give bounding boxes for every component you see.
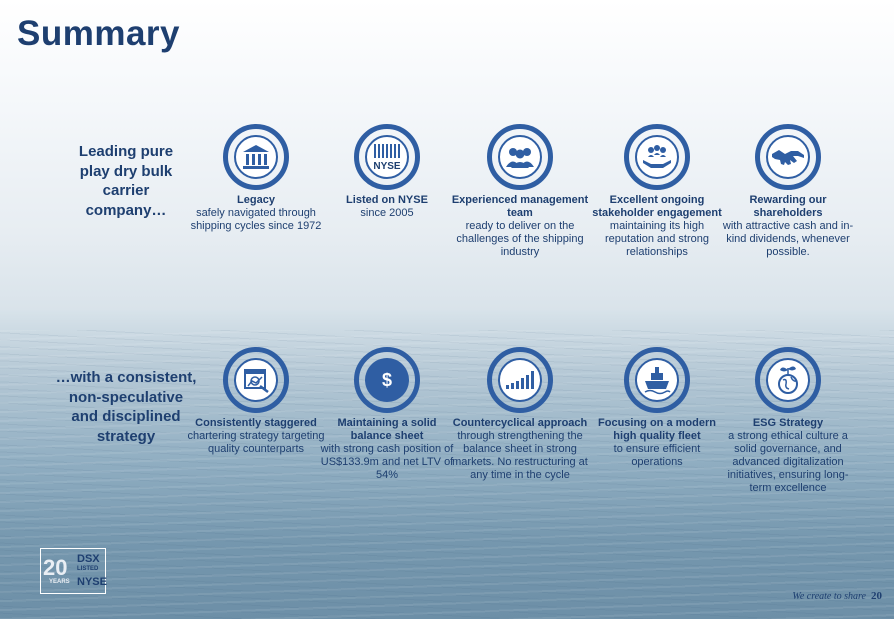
feature-stakeholder xyxy=(588,124,726,259)
page-number: 20 xyxy=(871,590,882,602)
logo-years: YEARS xyxy=(49,579,70,585)
bar-chart-icon xyxy=(498,358,542,402)
feature-heading: ESG Strategy xyxy=(752,417,824,429)
dsx-20-years-logo xyxy=(40,548,106,594)
feature-listed-nyse xyxy=(318,124,456,220)
ship-icon xyxy=(635,358,679,402)
chart-calendar-icon xyxy=(234,358,278,402)
feature-shareholders xyxy=(719,124,857,259)
feature-management xyxy=(451,124,589,259)
lead-statement-bottom: …with a consistent, non-speculative and disciplined strategy xyxy=(55,369,197,445)
feature-description: a strong ethical culture a solid governance, and advanced digitalization initiatives, ensuring long-term excellence xyxy=(727,430,849,494)
icon-ring xyxy=(487,347,553,413)
icon-ring xyxy=(624,347,690,413)
feature-description: with strong cash position of US$133.9m and net LTV of 54% xyxy=(320,443,454,481)
logo-ticker: DSX xyxy=(77,553,100,565)
feature-esg xyxy=(719,347,857,495)
feature-heading: Countercyclical approach xyxy=(452,417,588,429)
feature-description: with attractive cash and in-kind dividends, whenever possible. xyxy=(722,220,854,258)
feature-countercyclical xyxy=(451,347,589,482)
feature-legacy xyxy=(187,124,325,233)
feature-heading: Experienced management team xyxy=(451,194,589,219)
logo-exchange: NYSE xyxy=(77,576,107,588)
feature-description: ready to deliver on the challenges of the shipping industry xyxy=(456,220,584,258)
feature-fleet xyxy=(588,347,726,469)
icon-ring xyxy=(755,124,821,190)
feature-balance-sheet xyxy=(318,347,456,482)
nyse-icon-text: NYSE xyxy=(373,161,401,172)
feature-description: to ensure efficient operations xyxy=(613,443,701,468)
feature-description: chartering strategy targeting quality counterparts xyxy=(187,430,325,455)
team-icon xyxy=(498,135,542,179)
footer-tagline: We create to share xyxy=(792,591,866,602)
icon-ring xyxy=(354,347,420,413)
feature-heading: Maintaining a solid balance sheet xyxy=(337,417,437,442)
feature-heading: Listed on NYSE xyxy=(346,194,428,206)
icon-ring xyxy=(624,124,690,190)
feature-heading: Legacy xyxy=(237,194,275,206)
feature-description: through strengthening the balance sheet in strong markets. No restructuring at any time in the cycle xyxy=(452,430,588,481)
building-columns-icon xyxy=(234,135,278,179)
hands-people-icon xyxy=(635,135,679,179)
feature-heading: Consistently staggered xyxy=(195,417,317,429)
feature-description: since 2005 xyxy=(360,207,414,219)
nyse-icon xyxy=(365,135,409,179)
handshake-icon xyxy=(766,135,810,179)
icon-ring xyxy=(354,124,420,190)
feature-heading: Focusing on a modern high quality fleet xyxy=(598,417,716,442)
feature-description: maintaining its high reputation and strong relationships xyxy=(605,220,709,258)
icon-ring xyxy=(487,124,553,190)
lead-statement-top: Leading pure play dry bulk carrier company… xyxy=(78,143,174,219)
page-title: Summary xyxy=(17,14,181,53)
svg-text:$: $ xyxy=(381,370,393,390)
dollar-coin-icon xyxy=(365,358,409,402)
icon-ring xyxy=(755,347,821,413)
globe-leaf-icon xyxy=(766,358,810,402)
feature-description: safely navigated through shipping cycles since 1972 xyxy=(190,207,322,232)
feature-chartering xyxy=(187,347,325,456)
icon-ring xyxy=(223,124,289,190)
feature-heading: Rewarding our shareholders xyxy=(749,194,827,219)
icon-ring xyxy=(223,347,289,413)
logo-listed: LISTED xyxy=(77,566,99,572)
feature-heading: Excellent ongoing stakeholder engagement xyxy=(592,194,722,219)
logo-number: 20 xyxy=(43,555,68,580)
